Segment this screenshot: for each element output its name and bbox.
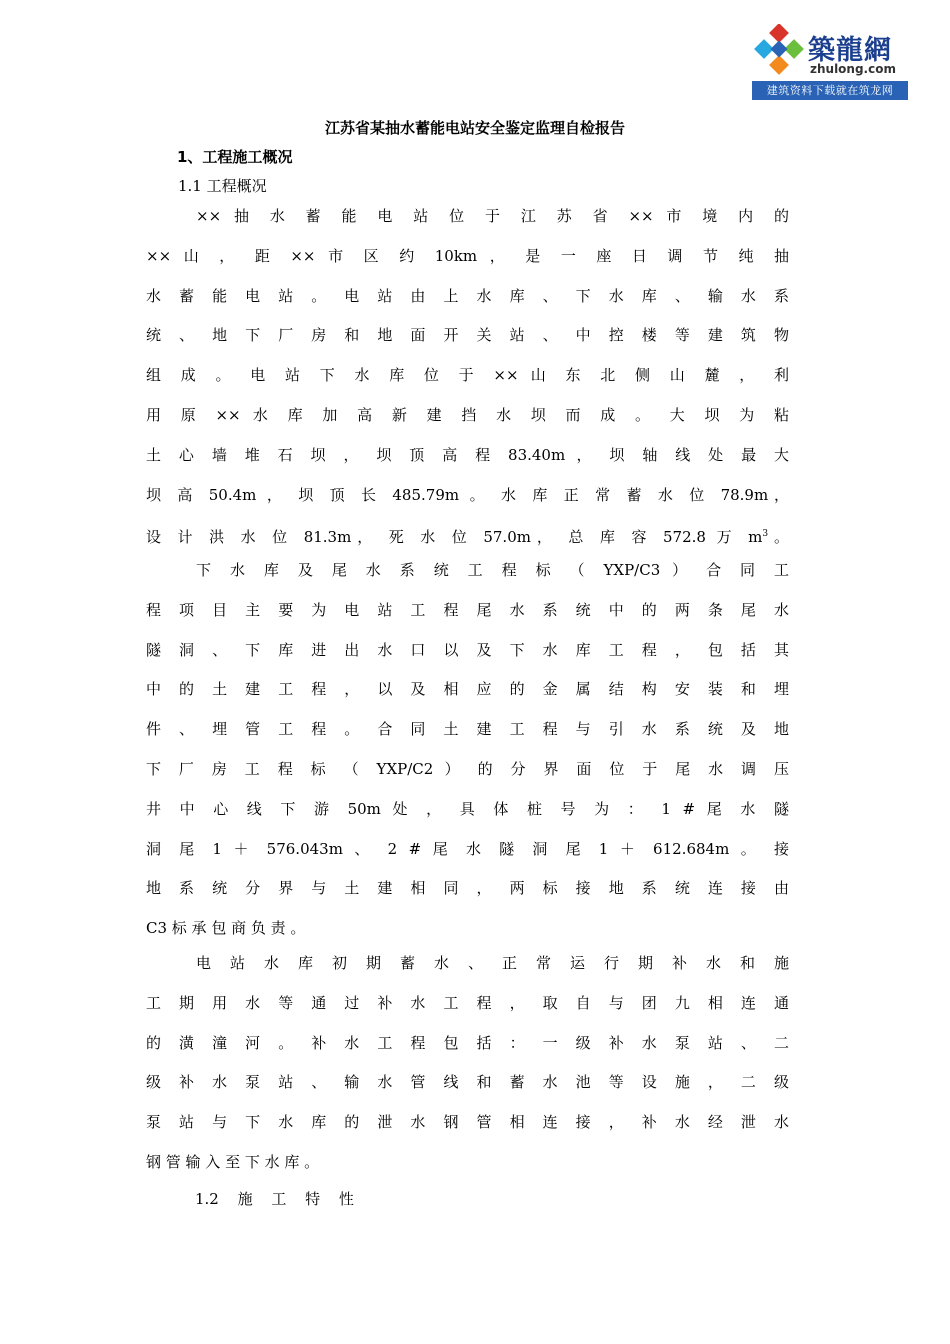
paragraph-water-supply <box>146 944 789 1183</box>
section-heading-1: 1、工程施工概况 <box>177 148 293 166</box>
text-line: 统 、 地 下 厂 房 和 地 面 开 关 站 、 中 控 楼 等 建 筑 物 <box>146 326 789 345</box>
text-line: 级 补 水 泵 站 、 输 水 管 线 和 蓄 水 池 等 设 施 ， 二 级 <box>146 1073 789 1092</box>
zhulong-logo <box>752 22 908 100</box>
subsection-heading-1-1: 1.1 工程概况 <box>178 177 267 195</box>
superscript: 3 <box>762 529 769 540</box>
logo-mark-icon <box>752 24 808 80</box>
text-line-main: 设 计 洪 水 位 81.3m， 死 水 位 57.0m， 总 库 容 572.8 万 m <box>146 528 763 547</box>
logo-url: zhulong.com <box>810 62 896 76</box>
text-line: 下 水 库 及 尾 水 系 统 工 程 标 （ YXP/C3 ） 合 同 工 <box>196 561 789 579</box>
text-line: 电 站 水 库 初 期 蓄 水 、 正 常 运 行 期 补 水 和 施 <box>196 954 789 972</box>
text-line: 件 、 埋 管 工 程 。 合 同 土 建 工 程 与 引 水 系 统 及 地 <box>146 720 789 739</box>
text-line: 泵 站 与 下 水 库 的 泄 水 钢 管 相 连 接 ， 补 水 经 泄 水 <box>146 1113 789 1132</box>
logo-slogan: 建筑资料下载就在筑龙网 <box>752 81 908 100</box>
text-line: C3 标 承 包 商 负 责 。 <box>146 919 306 938</box>
text-line <box>146 515 789 555</box>
text-line: 下 厂 房 工 程 标 （ YXP/C2 ） 的 分 界 面 位 于 尾 水 调 压 <box>146 759 789 778</box>
subsection-heading-1-2: 1.2 施 工 特 性 <box>195 1190 354 1208</box>
logo-name: 築龍網 <box>808 35 892 66</box>
text-line: 的 潢 潼 河 。 补 水 工 程 包 括 ： 一 级 补 水 泵 站 、 二 <box>146 1033 789 1052</box>
text-line-end: 。 <box>768 528 789 547</box>
text-line: 洞 尾 1 ＋ 576.043m 、 2 # 尾 水 隧 洞 尾 1 ＋ 612.684m 。 接 <box>146 839 789 858</box>
text-line: 钢 管 输 入 至 下 水 库 。 <box>146 1152 320 1171</box>
paragraph-project-overview <box>146 197 789 555</box>
text-line: 程 项 目 主 要 为 电 站 工 程 尾 水 系 统 中 的 两 条 尾 水 <box>146 600 789 619</box>
text-line: 地 系 统 分 界 与 土 建 相 同 ， 两 标 接 地 系 统 连 接 由 <box>146 879 789 898</box>
text-line: 坝 高 50.4m ， 坝 顶 长 485.79m 。 水 库 正 常 蓄 水 位 78.9m， <box>146 485 789 504</box>
document-title: 江苏省某抽水蓄能电站安全鉴定监理自检报告 <box>324 119 625 137</box>
text-line: 中 的 土 建 工 程 ， 以 及 相 应 的 金 属 结 构 安 装 和 埋 <box>146 680 789 699</box>
text-line: ×× 山 ， 距 ×× 市 区 约 10km ， 是 一 座 日 调 节 纯 抽 <box>146 246 789 265</box>
text-line: 井 中 心 线 下 游 50m 处 ， 具 体 桩 号 为 ： 1 # 尾 水 隧 <box>146 799 789 818</box>
text-line: 工 期 用 水 等 通 过 补 水 工 程 ， 取 自 与 团 九 相 连 通 <box>146 993 789 1012</box>
text-line: 土 心 墙 堆 石 坝 ， 坝 顶 高 程 83.40m ， 坝 轴 线 处 最 大 <box>146 445 789 464</box>
text-line: ×× 抽 水 蓄 能 电 站 位 于 江 苏 省 ×× 市 境 内 的 <box>196 207 789 225</box>
text-line: 水 蓄 能 电 站 。 电 站 由 上 水 库 、 下 水 库 、 输 水 系 <box>146 286 789 305</box>
text-line: 隧 洞 、 下 库 进 出 水 口 以 及 下 水 库 工 程 ， 包 括 其 <box>146 640 789 659</box>
paragraph-contract-scope <box>146 551 789 949</box>
text-line: 组 成 。 电 站 下 水 库 位 于 ×× 山 东 北 侧 山 麓 ， 利 <box>146 366 789 385</box>
text-line: 用 原 ×× 水 库 加 高 新 建 挡 水 坝 而 成 。 大 坝 为 粘 <box>146 405 789 424</box>
